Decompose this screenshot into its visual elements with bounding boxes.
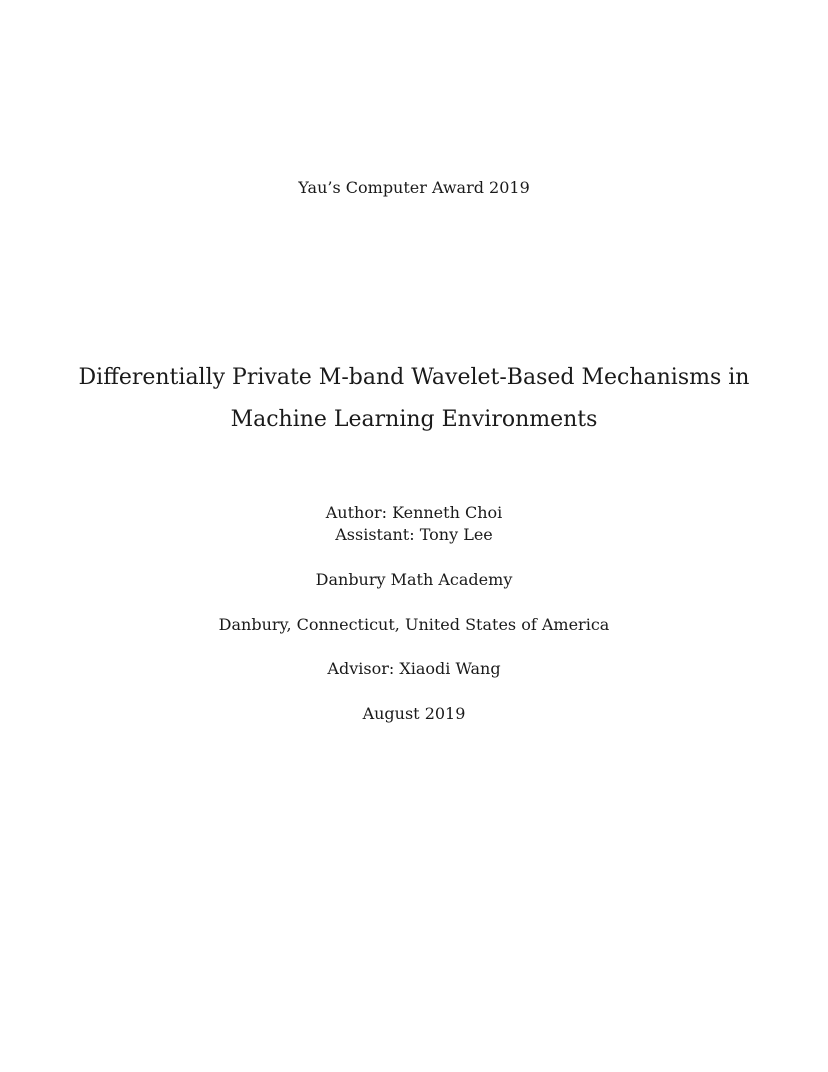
advisor-line: Advisor: Xiaodi Wang xyxy=(327,659,501,678)
paper-title-line-2: Machine Learning Environments xyxy=(230,407,598,432)
award-heading: Yau’s Computer Award 2019 xyxy=(298,178,530,197)
author-line: Author: Kenneth Choi xyxy=(325,503,503,522)
school-name: Danbury Math Academy xyxy=(315,570,513,589)
date-line: August 2019 xyxy=(362,704,466,723)
location-line: Danbury, Connecticut, United States of America xyxy=(218,615,610,634)
paper-title-line-1: Differentially Private M-band Wavelet-Based Mechanisms in xyxy=(78,365,750,390)
assistant-line: Assistant: Tony Lee xyxy=(335,525,493,544)
